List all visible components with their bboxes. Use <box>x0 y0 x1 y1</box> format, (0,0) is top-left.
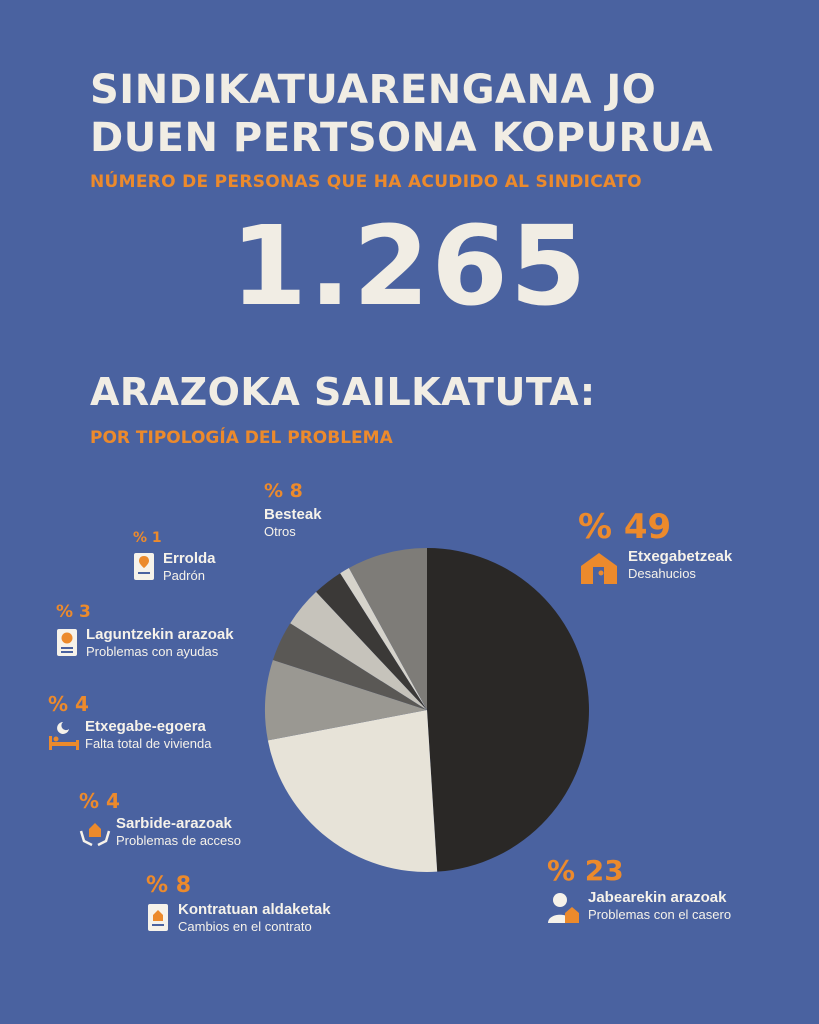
name-etxegabe: Etxegabe-egoera <box>85 718 206 735</box>
label-etxegabe <box>48 692 211 752</box>
desc-errolda: Padrón <box>163 568 205 583</box>
desc-laguntzekin: Problemas con ayudas <box>86 644 219 659</box>
desc-kontratuan: Cambios en el contrato <box>178 919 312 934</box>
pct-etxegabetzeak: % 49 <box>578 507 672 547</box>
desc-besteak: Otros <box>264 524 296 539</box>
label-sarbide <box>79 789 241 849</box>
pct-besteak: % 8 <box>264 480 303 502</box>
pct-sarbide: % 4 <box>79 789 120 813</box>
pct-errolda: % 1 <box>133 530 162 546</box>
title-line-1: SINDIKATUARENGANA JO <box>90 67 657 113</box>
desc-etxegabe: Falta total de vivienda <box>85 736 212 751</box>
name-etxegabetzeak: Etxegabetzeak <box>628 548 733 565</box>
total-count: 1.265 <box>230 202 589 330</box>
pie-slice-etxegabetzeak <box>427 548 589 872</box>
name-laguntzekin: Laguntzekin arazoak <box>86 626 234 643</box>
house-eviction-icon <box>578 550 620 586</box>
label-errolda <box>133 529 216 584</box>
desc-jabearekin: Problemas con el casero <box>588 907 732 922</box>
label-jabearekin <box>547 855 731 923</box>
label-besteak <box>264 480 322 540</box>
desc-sarbide: Problemas de acceso <box>116 833 242 848</box>
desc-etxegabetzeak: Desahucios <box>628 566 696 581</box>
name-besteak: Besteak <box>264 506 322 523</box>
label-laguntzekin <box>56 602 234 660</box>
label-etxegabetzeak <box>578 508 732 582</box>
bed-moon-icon <box>48 720 80 752</box>
registry-document-icon <box>133 552 155 582</box>
section-title: ARAZOKA SAILKATUTA: <box>90 370 596 414</box>
pct-jabearekin: % 23 <box>547 854 624 887</box>
contract-icon <box>146 903 170 933</box>
name-jabearekin: Jabearekin arazoak <box>588 889 727 906</box>
pct-laguntzekin: % 3 <box>56 602 91 622</box>
coin-document-icon <box>56 628 78 658</box>
name-sarbide: Sarbide-arazoak <box>116 815 232 832</box>
title-line-2: DUEN PERTSONA KOPURUA <box>90 115 714 161</box>
hands-house-icon <box>79 817 111 847</box>
label-kontratuan <box>146 873 331 935</box>
pct-etxegabe: % 4 <box>48 692 89 716</box>
page-subtitle: NÚMERO DE PERSONAS QUE HA ACUDIDO AL SINDICATO <box>90 172 642 192</box>
name-kontratuan: Kontratuan aldaketak <box>178 901 331 918</box>
section-subtitle: POR TIPOLOGÍA DEL PROBLEMA <box>90 428 393 448</box>
pct-kontratuan: % 8 <box>146 873 192 898</box>
name-errolda: Errolda <box>163 550 216 567</box>
landlord-icon <box>547 891 581 925</box>
